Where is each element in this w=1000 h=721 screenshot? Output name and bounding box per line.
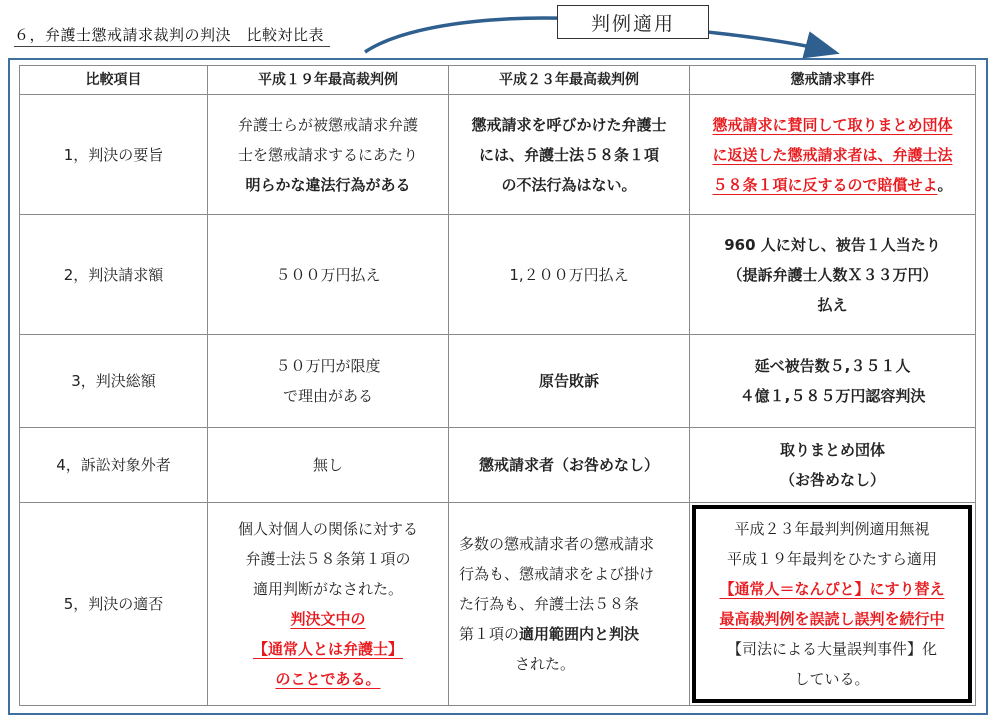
row-label: 3，判決総額 [20, 335, 208, 428]
row-label: 2，判決請求額 [20, 215, 208, 335]
cell-h19: 個人対個人の関係に対する 弁護士法５８条第１項の 適用判断がなされた。 判決文中の 【通常人とは弁護士】 のことである。 [208, 503, 449, 706]
table-row [20, 95, 976, 215]
header-item: 比較項目 [20, 66, 208, 95]
header-case: 懲戒請求事件 [690, 66, 976, 95]
cell-h23: 原告敗訴 [449, 335, 690, 428]
cell-case: 延べ被告数５,３５１人 ４億１,５８５万円認容判決 [690, 335, 976, 428]
cell-h19: 弁護士らが被懲戒請求弁護 士を懲戒請求するにあたり 明らかな違法行為がある [208, 95, 449, 215]
cell-h19: 無し [208, 428, 449, 503]
page-title: ６，弁護士懲戒請求裁判の判決 比較対比表 [14, 24, 330, 47]
table-row [20, 503, 976, 706]
cell-case: 取りまとめ団体 （お咎めなし） [690, 428, 976, 503]
table-row [20, 428, 976, 503]
reference-label: 判例適用 [557, 5, 709, 39]
header-row [20, 66, 976, 95]
table-row [20, 335, 976, 428]
cell-case: 960 人に対し、被告１人当たり （提訴弁護士人数Ｘ３３万円） 払え [690, 215, 976, 335]
cell-h23: 多数の懲戒請求者の懲戒請求 行為も、懲戒請求をよび掛け た行為も、弁護士法５８条 第１項の適用範囲内と判決 された。 [449, 503, 690, 706]
row-label: 1，判決の要旨 [20, 95, 208, 215]
cell-h23: 懲戒請求を呼びかけた弁護士 には、弁護士法５８条１項 の不法行為はない。 [449, 95, 690, 215]
row-label: 5，判決の適否 [20, 503, 208, 706]
cell-case: 懲戒請求に賛同して取りまとめ団体 に返送した懲戒請求者は、弁護士法 ５８条１項に反するので賠償せよ。 [690, 95, 976, 215]
row-label: 4，訴訟対象外者 [20, 428, 208, 503]
cell-h19: ５００万円払え [208, 215, 449, 335]
table-row [20, 215, 976, 335]
cell-h23: 懲戒請求者（お咎めなし） [449, 428, 690, 503]
highlight-box: 平成２３年最判判例適用無視 平成１９年最判をひたすら適用 【通常人＝なんぴと】にすり替え 最高裁判例を誤読し誤判を続行中 【司法による大量誤判事件】化 している。 [692, 505, 972, 703]
header-h19: 平成１９年最高裁判例 [208, 66, 449, 95]
cell-h23: 1,２００万円払え [449, 215, 690, 335]
cell-case [690, 503, 976, 706]
comparison-table [19, 65, 976, 706]
cell-h19: ５０万円が限度 で理由がある [208, 335, 449, 428]
header-h23: 平成２３年最高裁判例 [449, 66, 690, 95]
